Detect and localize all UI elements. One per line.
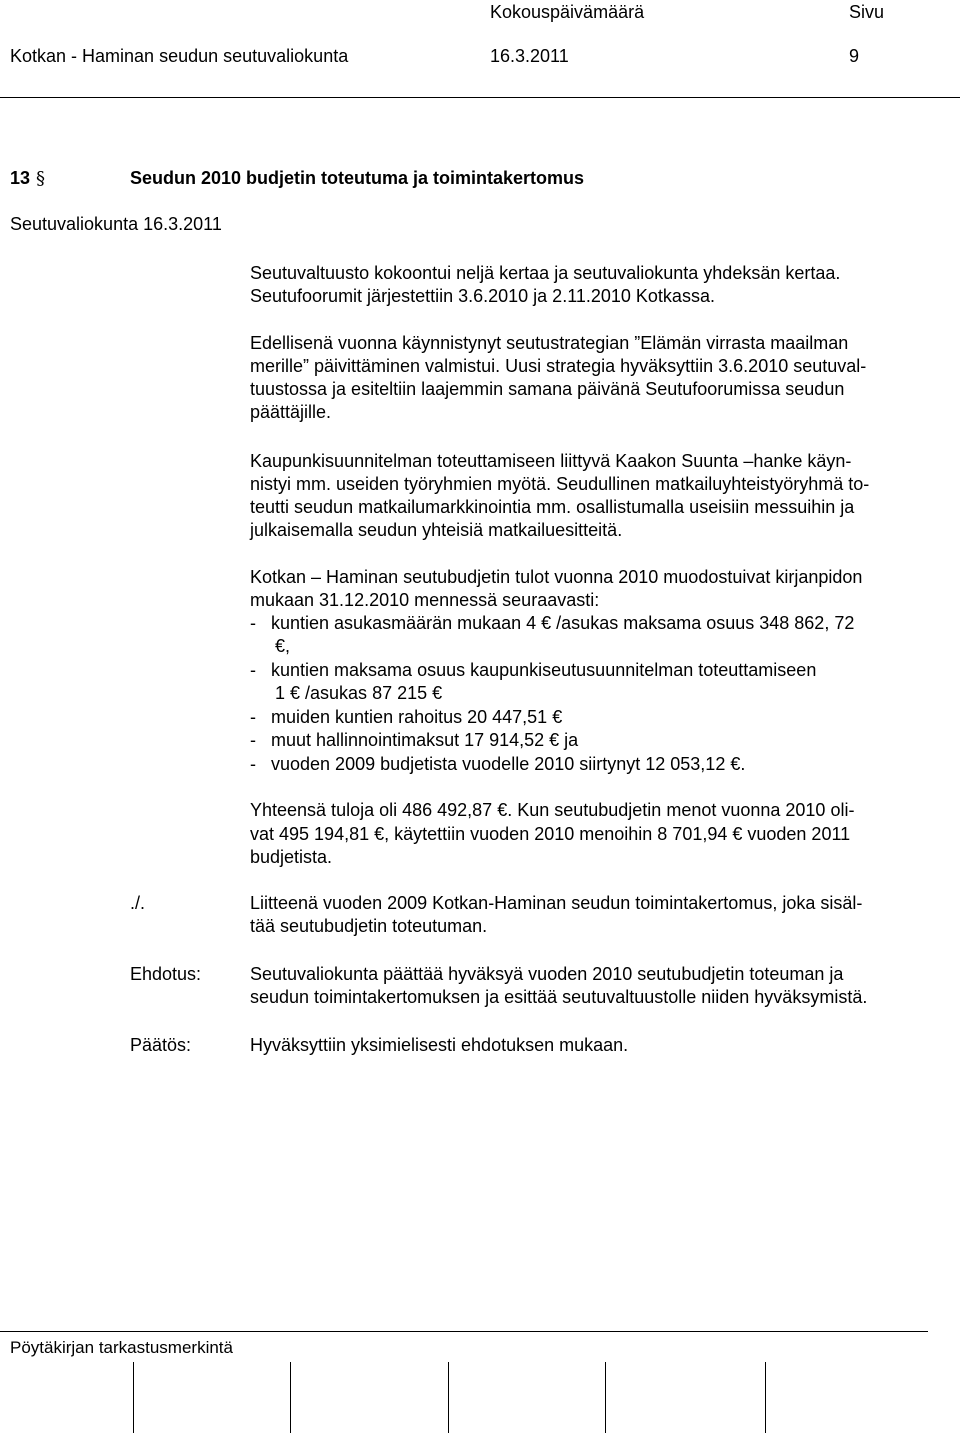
attachment-line: tää seutubudjetin toteutuman.: [250, 916, 488, 936]
signature-box-divider: [290, 1362, 291, 1433]
paragraph-5-line: budjetista.: [250, 847, 333, 867]
section-number: 13: [10, 168, 31, 188]
decision-text: Hyväksyttiin yksimielisesti ehdotuksen mukaan.: [250, 1035, 629, 1055]
signature-box-divider: [765, 1362, 766, 1433]
proposal-label: Ehdotus:: [130, 964, 202, 984]
income-list-item: - vuoden 2009 budjetista vuodelle 2010 siirtynyt 12 053,12 €.: [250, 754, 746, 774]
paragraph-2-line: merille” päivittäminen valmistui. Uusi strategia hyväksyttiin 3.6.2010 seutuval-: [250, 356, 867, 376]
page-label: Sivu: [849, 2, 885, 22]
paragraph-1-line: Seutuvaltuusto kokoontui neljä kertaa ja seutuvaliokunta yhdeksän kertaa.: [250, 263, 841, 283]
meeting-date-label: Kokouspäivämäärä: [490, 2, 645, 22]
decision-label: Päätös:: [130, 1035, 192, 1055]
section-title: Seudun 2010 budjetin toteutuma ja toimintakertomus: [130, 168, 585, 188]
paragraph-2-line: tuustossa ja esiteltiin laajemmin samana päivänä Seutufoorumissa seudun: [250, 379, 845, 399]
paragraph-3-line: Kaupunkisuunnitelman toteuttamiseen liittyvä Kaakon Suunta –hanke käyn-: [250, 451, 852, 471]
paragraph-3-line: julkaisemalla seudun yhteisiä matkailuesitteitä.: [250, 520, 623, 540]
footer-rule: [0, 1331, 928, 1332]
attachment-line: Liitteenä vuoden 2009 Kotkan-Haminan seudun toimintakertomus, joka sisäl-: [250, 893, 863, 913]
income-list-item: €,: [250, 636, 291, 656]
paragraph-5-line: vat 495 194,81 €, käytettiin vuoden 2010 menoihin 8 701,94 € vuoden 2011: [250, 824, 851, 844]
paragraph-2-line: päättäjille.: [250, 402, 332, 422]
signature-box-divider: [605, 1362, 606, 1433]
income-list-item: - kuntien maksama osuus kaupunkiseutusuunnitelman toteuttamiseen: [250, 660, 817, 680]
page-number: 9: [849, 46, 860, 66]
section-symbol: §: [36, 168, 45, 189]
paragraph-4-line: Kotkan – Haminan seutubudjetin tulot vuonna 2010 muodostuivat kirjanpidon: [250, 567, 863, 587]
signature-label: Pöytäkirjan tarkastusmerkintä: [10, 1338, 233, 1357]
paragraph-3-line: nistyi mm. useiden työryhmien myötä. Seudullinen matkailuyhteistyöryhmä to-: [250, 474, 870, 494]
paragraph-2-line: Edellisenä vuonna käynnistynyt seutustrategian ”Elämän virrasta maailman: [250, 333, 849, 353]
income-list-item: - muiden kuntien rahoitus 20 447,51 €: [250, 707, 563, 727]
section-subheading: Seutuvaliokunta 16.3.2011: [10, 214, 222, 234]
signature-box-divider: [448, 1362, 449, 1433]
paragraph-3-line: teutti seudun matkailumarkkinointia mm. osallistumalla useisiin messuihin ja: [250, 497, 855, 517]
signature-box-divider: [133, 1362, 134, 1433]
organization-name: Kotkan - Haminan seudun seutuvaliokunta: [10, 46, 349, 66]
paragraph-4-line: mukaan 31.12.2010 mennessä seuraavasti:: [250, 590, 600, 610]
header-rule: [0, 97, 960, 98]
income-list-item: - muut hallinnointimaksut 17 914,52 € ja: [250, 730, 579, 750]
income-list-item: 1 € /asukas 87 215 €: [250, 683, 443, 703]
income-list-item: - kuntien asukasmäärän mukaan 4 € /asukas maksama osuus 348 862, 72: [250, 613, 855, 633]
paragraph-5-line: Yhteensä tuloja oli 486 492,87 €. Kun seutubudjetin menot vuonna 2010 oli-: [250, 800, 855, 820]
paragraph-1-line: Seutufoorumit järjestettiin 3.6.2010 ja 2.11.2010 Kotkassa.: [250, 286, 715, 306]
proposal-line: seudun toimintakertomuksen ja esittää seutuvaltuustolle niiden hyväksymistä.: [250, 987, 868, 1007]
attachment-marker: ./.: [130, 893, 146, 913]
proposal-line: Seutuvaliokunta päättää hyväksyä vuoden 2010 seutubudjetin toteuman ja: [250, 964, 844, 984]
meeting-date: 16.3.2011: [490, 46, 569, 66]
